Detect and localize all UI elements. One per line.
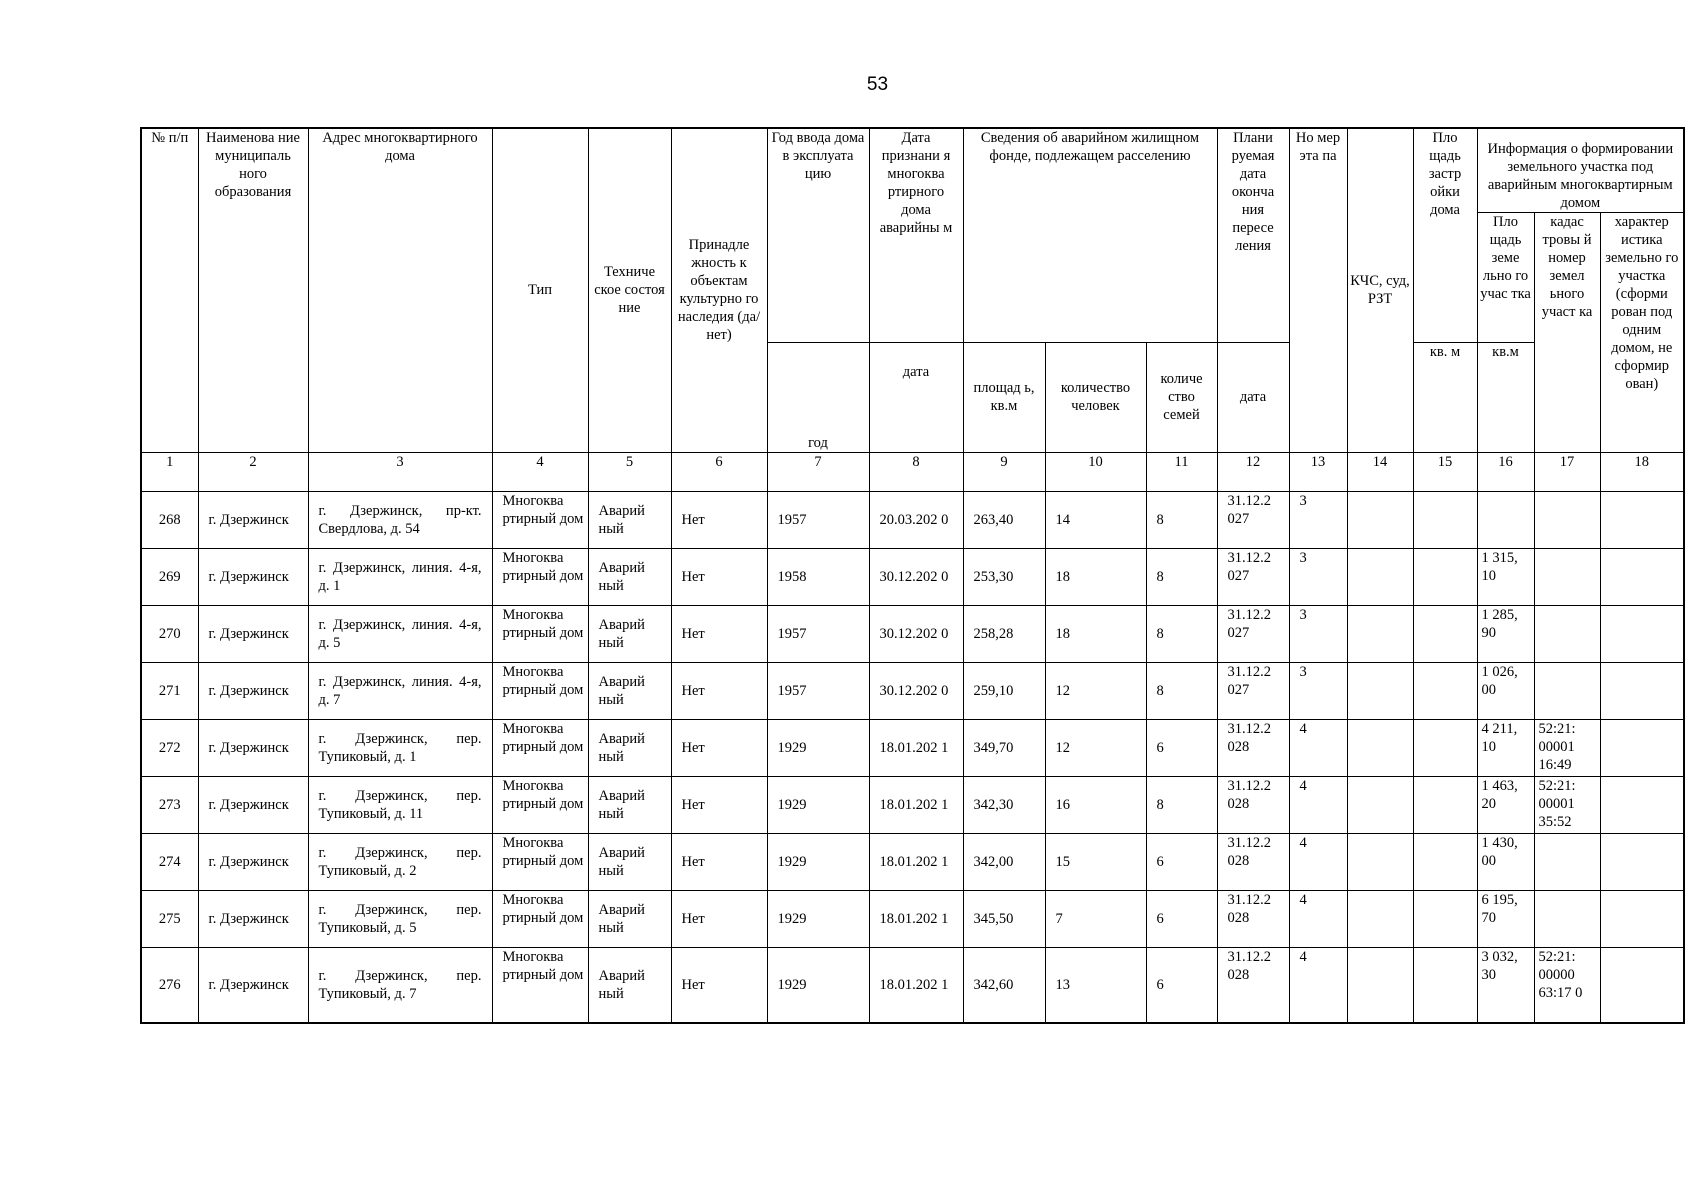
cell-state: Аварий ный [588, 662, 671, 719]
cell-families: 8 [1146, 776, 1217, 833]
cell-address: г. Дзержинск, линия. 4-я, д. 5 [308, 605, 492, 662]
col-num: 13 [1289, 452, 1347, 491]
cell-planned-date: 31.12.2 027 [1217, 605, 1289, 662]
cell-number: 270 [141, 605, 198, 662]
cell-land-area: 4 211, 10 [1477, 719, 1534, 776]
table-header [141, 128, 1684, 491]
header-stage: Но мер эта па [1289, 128, 1347, 452]
header-address: Адрес многоквартирного дома [308, 128, 492, 452]
cell-area: 258,28 [963, 605, 1045, 662]
cell-land-area: 1 026, 00 [1477, 662, 1534, 719]
table-row [141, 833, 1684, 890]
cell-families: 6 [1146, 719, 1217, 776]
cell-land-character [1600, 719, 1684, 776]
cell-heritage: Нет [671, 890, 767, 947]
cell-building-area [1413, 776, 1477, 833]
cell-area: 345,50 [963, 890, 1045, 947]
cell-heritage: Нет [671, 491, 767, 548]
cell-year: 1958 [767, 548, 869, 605]
cell-recognition-date: 30.12.202 0 [869, 605, 963, 662]
col-num: 14 [1347, 452, 1413, 491]
cell-stage: 4 [1289, 890, 1347, 947]
cell-people: 18 [1045, 548, 1146, 605]
cell-area: 342,30 [963, 776, 1045, 833]
cell-people: 18 [1045, 605, 1146, 662]
cell-people: 12 [1045, 662, 1146, 719]
cell-land-area: 1 315, 10 [1477, 548, 1534, 605]
cell-number: 274 [141, 833, 198, 890]
header-municipality: Наименова ние муниципаль ного образования [198, 128, 308, 452]
unit-year: год [767, 342, 869, 452]
cell-type: Многоква ртирный дом [492, 719, 588, 776]
cell-type: Многоква ртирный дом [492, 548, 588, 605]
header-recognition-date: Дата признани я многоква ртирного дома аварийны м [869, 128, 963, 342]
cell-stage: 3 [1289, 491, 1347, 548]
cell-year: 1957 [767, 491, 869, 548]
cell-year: 1929 [767, 776, 869, 833]
cell-land-area: 6 195, 70 [1477, 890, 1534, 947]
cell-land-area: 1 285, 90 [1477, 605, 1534, 662]
cell-planned-date: 31.12.2 027 [1217, 491, 1289, 548]
cell-area: 349,70 [963, 719, 1045, 776]
cell-address: г. Дзержинск, линия. 4-я, д. 1 [308, 548, 492, 605]
cell-recognition-date: 18.01.202 1 [869, 719, 963, 776]
cell-address: г. Дзержинск, линия. 4-я, д. 7 [308, 662, 492, 719]
cell-municipality: г. Дзержинск [198, 662, 308, 719]
cell-type: Многоква ртирный дом [492, 947, 588, 1023]
cell-municipality: г. Дзержинск [198, 833, 308, 890]
header-building-area: Пло щадь застр ойки дома [1413, 128, 1477, 342]
cell-state: Аварий ный [588, 605, 671, 662]
cell-land-character [1600, 890, 1684, 947]
header-land-area: Пло щадь земе льно го учас тка [1477, 212, 1534, 342]
cell-number: 272 [141, 719, 198, 776]
cell-heritage: Нет [671, 776, 767, 833]
cell-address: г. Дзержинск, пер. Тупиковый, д. 7 [308, 947, 492, 1023]
cell-land-area [1477, 491, 1534, 548]
emergency-housing-table [140, 127, 1685, 1024]
cell-cadastral [1534, 548, 1600, 605]
table-row [141, 548, 1684, 605]
cell-families: 6 [1146, 833, 1217, 890]
cell-kchs [1347, 491, 1413, 548]
header-planned-date: Плани руемая дата оконча ния пересе ления [1217, 128, 1289, 342]
cell-people: 13 [1045, 947, 1146, 1023]
cell-families: 8 [1146, 662, 1217, 719]
col-num: 8 [869, 452, 963, 491]
column-numbers-row [141, 452, 1684, 491]
cell-families: 8 [1146, 605, 1217, 662]
cell-land-character [1600, 491, 1684, 548]
col-num: 12 [1217, 452, 1289, 491]
cell-state: Аварий ный [588, 833, 671, 890]
cell-kchs [1347, 662, 1413, 719]
cell-people: 14 [1045, 491, 1146, 548]
col-num: 18 [1600, 452, 1684, 491]
cell-stage: 4 [1289, 833, 1347, 890]
unit-people: количество человек [1045, 342, 1146, 452]
cell-cadastral [1534, 605, 1600, 662]
table-row [141, 491, 1684, 548]
header-land-info: Информация о формировании земельного участка под аварийным многоквартирным домом [1477, 128, 1684, 212]
cell-recognition-date: 18.01.202 1 [869, 947, 963, 1023]
col-num: 1 [141, 452, 198, 491]
cell-kchs [1347, 890, 1413, 947]
cell-address: г. Дзержинск, пер. Тупиковый, д. 11 [308, 776, 492, 833]
cell-kchs [1347, 548, 1413, 605]
cell-year: 1929 [767, 719, 869, 776]
cell-number: 276 [141, 947, 198, 1023]
cell-type: Многоква ртирный дом [492, 662, 588, 719]
cell-stage: 3 [1289, 548, 1347, 605]
cell-kchs [1347, 776, 1413, 833]
cell-building-area [1413, 890, 1477, 947]
col-num: 4 [492, 452, 588, 491]
cell-land-character [1600, 833, 1684, 890]
col-num: 9 [963, 452, 1045, 491]
cell-stage: 4 [1289, 947, 1347, 1023]
cell-type: Многоква ртирный дом [492, 833, 588, 890]
cell-planned-date: 31.12.2 028 [1217, 890, 1289, 947]
cell-municipality: г. Дзержинск [198, 890, 308, 947]
cell-address: г. Дзержинск, пер. Тупиковый, д. 2 [308, 833, 492, 890]
cell-type: Многоква ртирный дом [492, 491, 588, 548]
cell-stage: 3 [1289, 605, 1347, 662]
cell-area: 263,40 [963, 491, 1045, 548]
cell-type: Многоква ртирный дом [492, 605, 588, 662]
table-row [141, 776, 1684, 833]
cell-planned-date: 31.12.2 027 [1217, 548, 1289, 605]
cell-cadastral: 52:21: 00001 16:49 [1534, 719, 1600, 776]
cell-building-area [1413, 662, 1477, 719]
cell-stage: 4 [1289, 719, 1347, 776]
table-row [141, 605, 1684, 662]
cell-planned-date: 31.12.2 027 [1217, 662, 1289, 719]
cell-area: 342,60 [963, 947, 1045, 1023]
unit-planned-date: дата [1217, 342, 1289, 452]
cell-year: 1929 [767, 947, 869, 1023]
cell-recognition-date: 18.01.202 1 [869, 833, 963, 890]
cell-families: 8 [1146, 491, 1217, 548]
unit-land-area: кв.м [1477, 342, 1534, 452]
col-num: 3 [308, 452, 492, 491]
cell-heritage: Нет [671, 548, 767, 605]
table-row [141, 947, 1684, 1023]
cell-heritage: Нет [671, 833, 767, 890]
cell-people: 16 [1045, 776, 1146, 833]
cell-cadastral [1534, 662, 1600, 719]
cell-stage: 4 [1289, 776, 1347, 833]
header-number: № п/п [141, 128, 198, 452]
cell-cadastral: 52:21: 00001 35:52 [1534, 776, 1600, 833]
header-year: Год ввода дома в эксплуата цию [767, 128, 869, 342]
cell-type: Многоква ртирный дом [492, 890, 588, 947]
cell-kchs [1347, 833, 1413, 890]
page-number: 53 [866, 74, 889, 95]
col-num: 17 [1534, 452, 1600, 491]
cell-land-character [1600, 947, 1684, 1023]
cell-address: г. Дзержинск, пер. Тупиковый, д. 5 [308, 890, 492, 947]
cell-kchs [1347, 605, 1413, 662]
cell-cadastral [1534, 890, 1600, 947]
cell-people: 15 [1045, 833, 1146, 890]
cell-kchs [1347, 719, 1413, 776]
table-row [141, 719, 1684, 776]
col-num: 5 [588, 452, 671, 491]
cell-building-area [1413, 719, 1477, 776]
header-emergency-fund: Сведения об аварийном жилищном фонде, подлежащем расселению [963, 128, 1217, 342]
cell-planned-date: 31.12.2 028 [1217, 833, 1289, 890]
cell-planned-date: 31.12.2 028 [1217, 947, 1289, 1023]
table-row [141, 890, 1684, 947]
cell-families: 8 [1146, 548, 1217, 605]
col-num: 11 [1146, 452, 1217, 491]
cell-land-character [1600, 662, 1684, 719]
cell-area: 342,00 [963, 833, 1045, 890]
cell-kchs [1347, 947, 1413, 1023]
cell-state: Аварий ный [588, 776, 671, 833]
cell-municipality: г. Дзержинск [198, 605, 308, 662]
cell-heritage: Нет [671, 947, 767, 1023]
col-num: 15 [1413, 452, 1477, 491]
unit-area: площад ь, кв.м [963, 342, 1045, 452]
cell-recognition-date: 18.01.202 1 [869, 776, 963, 833]
cell-land-character [1600, 776, 1684, 833]
cell-state: Аварий ный [588, 947, 671, 1023]
cell-building-area [1413, 548, 1477, 605]
cell-state: Аварий ный [588, 890, 671, 947]
cell-number: 271 [141, 662, 198, 719]
cell-municipality: г. Дзержинск [198, 548, 308, 605]
header-land-character: характер истика земельно го участка (сформи рован под одним домом, не сформир ован) [1600, 212, 1684, 452]
col-num: 2 [198, 452, 308, 491]
cell-cadastral [1534, 833, 1600, 890]
cell-area: 253,30 [963, 548, 1045, 605]
header-type: Тип [492, 128, 588, 452]
cell-heritage: Нет [671, 605, 767, 662]
cell-land-character [1600, 548, 1684, 605]
cell-building-area [1413, 947, 1477, 1023]
table-row [141, 662, 1684, 719]
cell-land-area: 3 032, 30 [1477, 947, 1534, 1023]
table-body [141, 491, 1684, 1023]
cell-address: г. Дзержинск, пр-кт. Свердлова, д. 54 [308, 491, 492, 548]
cell-address: г. Дзержинск, пер. Тупиковый, д. 1 [308, 719, 492, 776]
header-technical-state: Техниче ское состоя ние [588, 128, 671, 452]
header-cadastral: кадас тровы й номер земел ьного участ ка [1534, 212, 1600, 452]
cell-people: 12 [1045, 719, 1146, 776]
col-num: 16 [1477, 452, 1534, 491]
unit-families: количе ство семей [1146, 342, 1217, 452]
col-num: 6 [671, 452, 767, 491]
cell-municipality: г. Дзержинск [198, 719, 308, 776]
cell-municipality: г. Дзержинск [198, 776, 308, 833]
cell-recognition-date: 18.01.202 1 [869, 890, 963, 947]
cell-number: 269 [141, 548, 198, 605]
cell-year: 1929 [767, 833, 869, 890]
cell-recognition-date: 20.03.202 0 [869, 491, 963, 548]
cell-planned-date: 31.12.2 028 [1217, 776, 1289, 833]
cell-state: Аварий ный [588, 491, 671, 548]
cell-year: 1957 [767, 662, 869, 719]
cell-heritage: Нет [671, 662, 767, 719]
cell-state: Аварий ный [588, 719, 671, 776]
cell-number: 273 [141, 776, 198, 833]
cell-number: 268 [141, 491, 198, 548]
cell-state: Аварий ный [588, 548, 671, 605]
cell-cadastral [1534, 491, 1600, 548]
cell-families: 6 [1146, 890, 1217, 947]
header-kchs: КЧС, суд, РЗТ [1347, 128, 1413, 452]
unit-building-area: кв. м [1413, 342, 1477, 452]
col-num: 7 [767, 452, 869, 491]
cell-land-area: 1 463, 20 [1477, 776, 1534, 833]
cell-land-character [1600, 605, 1684, 662]
cell-people: 7 [1045, 890, 1146, 947]
cell-recognition-date: 30.12.202 0 [869, 548, 963, 605]
col-num: 10 [1045, 452, 1146, 491]
cell-land-area: 1 430, 00 [1477, 833, 1534, 890]
cell-municipality: г. Дзержинск [198, 947, 308, 1023]
cell-building-area [1413, 605, 1477, 662]
cell-families: 6 [1146, 947, 1217, 1023]
unit-date: дата [869, 342, 963, 452]
cell-number: 275 [141, 890, 198, 947]
cell-year: 1929 [767, 890, 869, 947]
cell-area: 259,10 [963, 662, 1045, 719]
cell-stage: 3 [1289, 662, 1347, 719]
cell-year: 1957 [767, 605, 869, 662]
cell-building-area [1413, 491, 1477, 548]
cell-type: Многоква ртирный дом [492, 776, 588, 833]
cell-municipality: г. Дзержинск [198, 491, 308, 548]
cell-heritage: Нет [671, 719, 767, 776]
header-heritage: Принадле жность к объектам культурно го наследия (да/нет) [671, 128, 767, 452]
cell-recognition-date: 30.12.202 0 [869, 662, 963, 719]
cell-building-area [1413, 833, 1477, 890]
cell-cadastral: 52:21: 00000 63:17 0 [1534, 947, 1600, 1023]
cell-planned-date: 31.12.2 028 [1217, 719, 1289, 776]
